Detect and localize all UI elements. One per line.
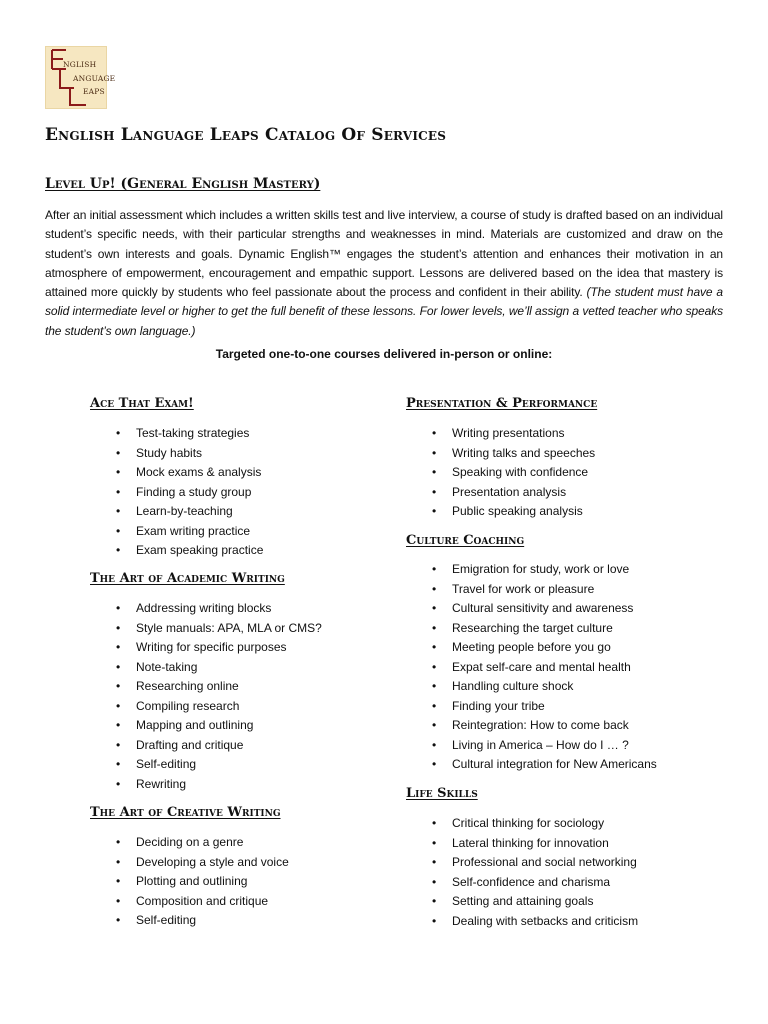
list-item: • Learn-by-teaching (116, 502, 263, 522)
list-item: • Meeting people before you go (432, 638, 657, 658)
academic-writing-heading: The Art of Academic Writing (90, 571, 285, 586)
list-item: • Finding your tribe (432, 697, 657, 717)
list-item: • Researching online (116, 677, 322, 697)
targeted-courses-line: Targeted one-to-one courses delivered in-person or online: (215, 347, 553, 361)
document-title: English Language Leaps Catalog Of Services (45, 125, 447, 145)
list-item: • Style manuals: APA, MLA or CMS? (116, 619, 322, 639)
creative-writing-list (116, 833, 289, 931)
list-item: • Test-taking strategies (116, 424, 263, 444)
list-item: • Addressing writing blocks (116, 599, 322, 619)
list-item: • Cultural integration for New Americans (432, 755, 657, 775)
level-up-heading: Level Up! (General English Mastery) (45, 176, 321, 192)
list-item: • Mock exams & analysis (116, 463, 263, 483)
list-item: • Living in America – How do I … ? (432, 736, 657, 756)
list-item: • Presentation analysis (432, 483, 595, 503)
logo-word-language: ANGUAGE (73, 74, 116, 83)
list-item: • Speaking with confidence (432, 463, 595, 483)
company-logo (45, 46, 116, 109)
list-item: • Public speaking analysis (432, 502, 595, 522)
list-item: • Travel for work or pleasure (432, 580, 657, 600)
list-item: • Handling culture shock (432, 677, 657, 697)
list-item: • Exam speaking practice (116, 541, 263, 561)
ace-exam-heading: Ace That Exam! (90, 396, 194, 411)
level-up-body: After an initial assessment which includes a written skills test and live interview, a course of study is drafted based on an individual student’s specific needs, with their particular strengths and weaknesses in mind. Materials are customized and draw on the student’s own interests and goals. Dynamic English™ engages the student’s attention and enhances their motivation in an atmosphere of empowerment, encouragement and empathic support. Lessons are delivered based on the idea that mastery is attained more quickly by students who feel passionate about the process and confident in their ability. (45, 208, 723, 300)
level-up-note: (The student must have a solid intermediate level or higher to get the full benefit of these lessons. For lower levels, we’ll assign a vetted teacher who speaks the student’s own language.) (45, 285, 723, 338)
list-item: • Rewriting (116, 775, 322, 795)
list-item: • Critical thinking for sociology (432, 814, 638, 834)
list-item: • Deciding on a genre (116, 833, 289, 853)
list-item: • Compiling research (116, 697, 322, 717)
list-item: • Emigration for study, work or love (432, 560, 657, 580)
list-item: • Study habits (116, 444, 263, 464)
list-item: • Self-editing (116, 755, 322, 775)
creative-writing-heading: The Art of Creative Writing (90, 805, 281, 820)
list-item: • Self-editing (116, 911, 289, 931)
list-item: • Finding a study group (116, 483, 263, 503)
list-item: • Drafting and critique (116, 736, 322, 756)
culture-coaching-heading: Culture Coaching (406, 533, 525, 548)
list-item: • Writing talks and speeches (432, 444, 595, 464)
list-item: • Writing for specific purposes (116, 638, 322, 658)
list-item: • Self-confidence and charisma (432, 873, 638, 893)
academic-writing-list (116, 599, 322, 794)
list-item: • Expat self-care and mental health (432, 658, 657, 678)
list-item: • Composition and critique (116, 892, 289, 912)
presentation-heading: Presentation & Performance (406, 396, 598, 411)
list-item: • Developing a style and voice (116, 853, 289, 873)
list-item: • Reintegration: How to come back (432, 716, 657, 736)
list-item: • Lateral thinking for innovation (432, 834, 638, 854)
list-item: • Setting and attaining goals (432, 892, 638, 912)
list-item: • Exam writing practice (116, 522, 263, 542)
list-item: • Plotting and outlining (116, 872, 289, 892)
list-item: • Mapping and outlining (116, 716, 322, 736)
logo-word-english: NGLISH (63, 60, 97, 69)
level-up-description (45, 206, 723, 341)
presentation-list (432, 424, 595, 522)
culture-coaching-list (432, 560, 657, 775)
logo-word-leaps: EAPS (83, 87, 105, 96)
list-item: • Writing presentations (432, 424, 595, 444)
list-item: • Note-taking (116, 658, 322, 678)
life-skills-heading: Life Skills (406, 786, 478, 801)
list-item: • Dealing with setbacks and criticism (432, 912, 638, 932)
ace-exam-list (116, 424, 263, 561)
list-item: • Researching the target culture (432, 619, 657, 639)
list-item: • Cultural sensitivity and awareness (432, 599, 657, 619)
life-skills-list (432, 814, 638, 931)
list-item: • Professional and social networking (432, 853, 638, 873)
